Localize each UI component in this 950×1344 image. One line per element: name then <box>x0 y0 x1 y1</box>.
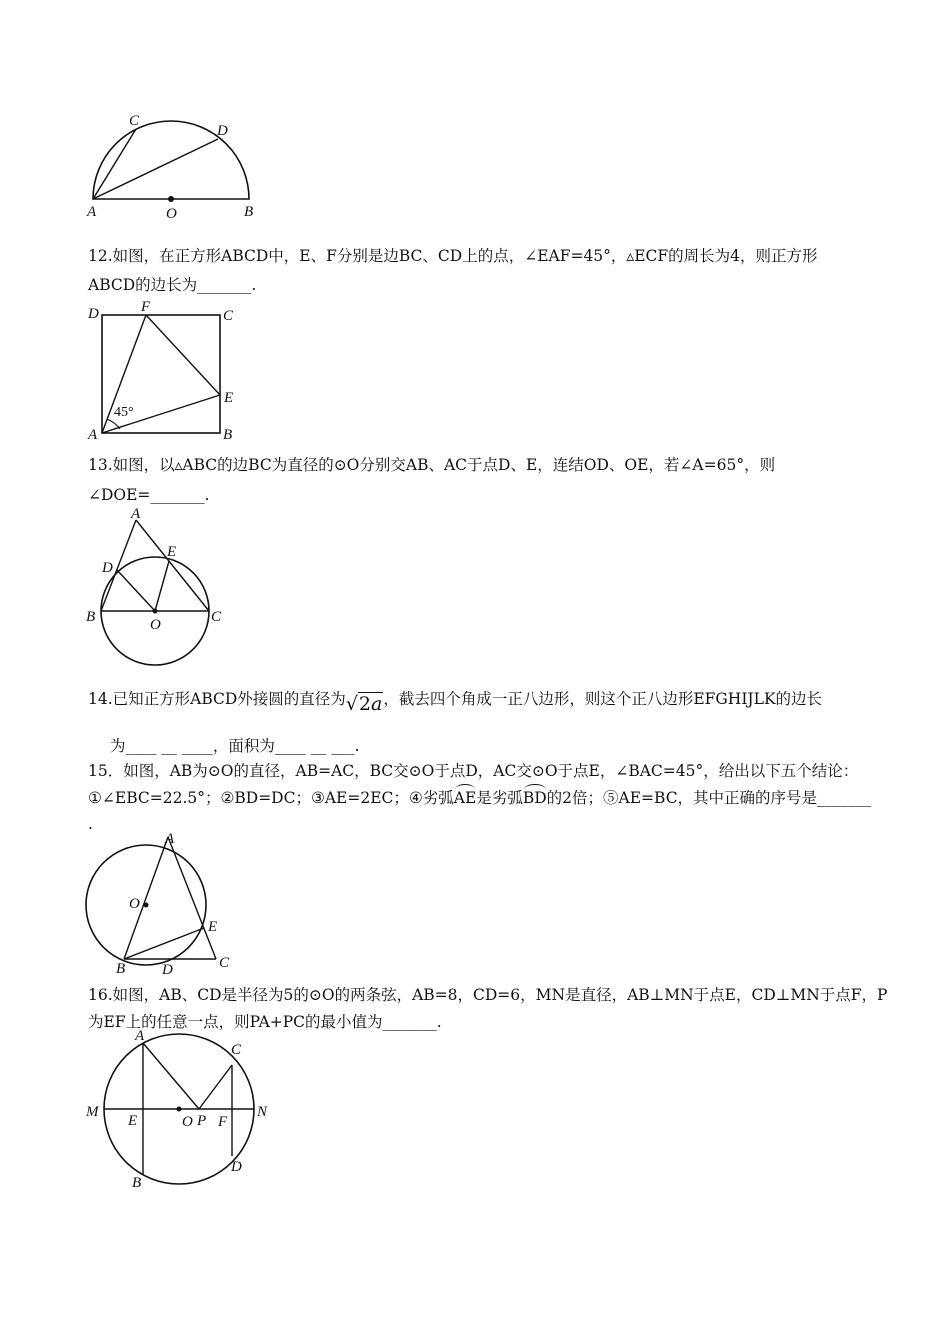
q14-text-line2: 为____ __ ____，面积为____ __ ___. <box>110 737 360 755</box>
label-b: B <box>223 427 233 443</box>
q13-text-line2: ∠DOE=_______. <box>88 486 210 504</box>
label-b: B <box>86 609 96 625</box>
label-e: E <box>167 544 177 560</box>
q15-text-part3: 的2倍；⑤AE=BC，其中正确的序号是_______ <box>546 789 872 807</box>
figure-circle-triangle <box>80 825 250 980</box>
q15-text-part2: 是劣弧 <box>476 789 523 807</box>
q13-text-line1: 13.如图，以▵ABC的边BC为直径的⊙O分别交AB、AC于点D、E，连结OD、OE，若∠A=65°，则 <box>88 456 776 474</box>
q14-text-line1 <box>88 688 823 715</box>
label-c: C <box>129 113 140 129</box>
label-d: D <box>162 962 173 978</box>
sqrt-variable: a <box>371 693 383 715</box>
label-a: A <box>135 1028 145 1044</box>
arc-bd: BD <box>522 789 547 807</box>
label-c: C <box>231 1042 242 1058</box>
sqrt-number: 2 <box>358 693 372 715</box>
label-o: O <box>166 206 177 222</box>
label-d: D <box>102 560 113 576</box>
label-a: A <box>165 831 175 847</box>
label-f: F <box>218 1114 228 1130</box>
q16-text-line1: 16.如图，AB、CD是半径为5的⊙O的两条弦，AB=8，CD=6，MN是直径，AB⊥MN于点E，CD⊥MN于点F，P <box>88 986 888 1004</box>
label-f: F <box>141 299 151 315</box>
label-a: A <box>88 427 98 443</box>
arc-ae: AE <box>453 789 477 807</box>
q12-text-line1: 12.如图，在正方形ABCD中，E、F分别是边BC、CD上的点，∠EAF=45°，▵ECF的周长为4，则正方形 <box>88 247 818 265</box>
label-e: E <box>128 1113 138 1129</box>
label-n: N <box>257 1104 268 1120</box>
sqrt-expression: √2a <box>345 693 383 715</box>
label-d: D <box>231 1159 242 1175</box>
label-b: B <box>116 961 126 977</box>
q15-text-line2 <box>88 788 871 808</box>
label-c: C <box>219 955 230 971</box>
q15-text-line3: . <box>88 815 93 833</box>
q16-text-line2: 为EF上的任意一点，则PA+PC的最小值为_______. <box>88 1013 442 1031</box>
figure-semicircle <box>80 108 270 223</box>
label-o: O <box>129 896 140 912</box>
label-o: O <box>150 617 161 633</box>
q15-text-part1: ①∠EBC=22.5°；②BD=DC；③AE=2EC；④劣弧 <box>88 789 454 807</box>
label-c: C <box>223 308 234 324</box>
label-m: M <box>86 1104 99 1120</box>
label-a: A <box>87 204 97 220</box>
label-b: B <box>132 1175 142 1191</box>
label-o: O <box>182 1114 193 1130</box>
figure-square <box>80 298 250 446</box>
label-e: E <box>224 390 234 406</box>
label-d: D <box>217 123 228 139</box>
q14-text-part1: 14.已知正方形ABCD外接圆的直径为 <box>88 690 346 708</box>
label-b: B <box>244 204 254 220</box>
q15-text-line1: 15．如图，AB为⊙O的直径，AB=AC，BC交⊙O于点D，AC交⊙O于点E，∠BAC=45°，给出以下五个结论： <box>88 762 859 780</box>
q12-text-line2: ABCD的边长为_______. <box>88 276 257 294</box>
label-d: D <box>88 306 99 322</box>
figure-circle-chords <box>80 1025 280 1195</box>
figure-triangle-circle <box>80 504 250 669</box>
q14-text-part2: ，截去四个角成一正八边形，则这个正八边形EFGHIJLK的边长 <box>383 690 823 708</box>
angle-45-label: 45° <box>114 405 134 420</box>
label-e: E <box>208 919 218 935</box>
label-c: C <box>211 609 222 625</box>
label-a: A <box>131 506 141 522</box>
label-p: P <box>197 1113 207 1129</box>
